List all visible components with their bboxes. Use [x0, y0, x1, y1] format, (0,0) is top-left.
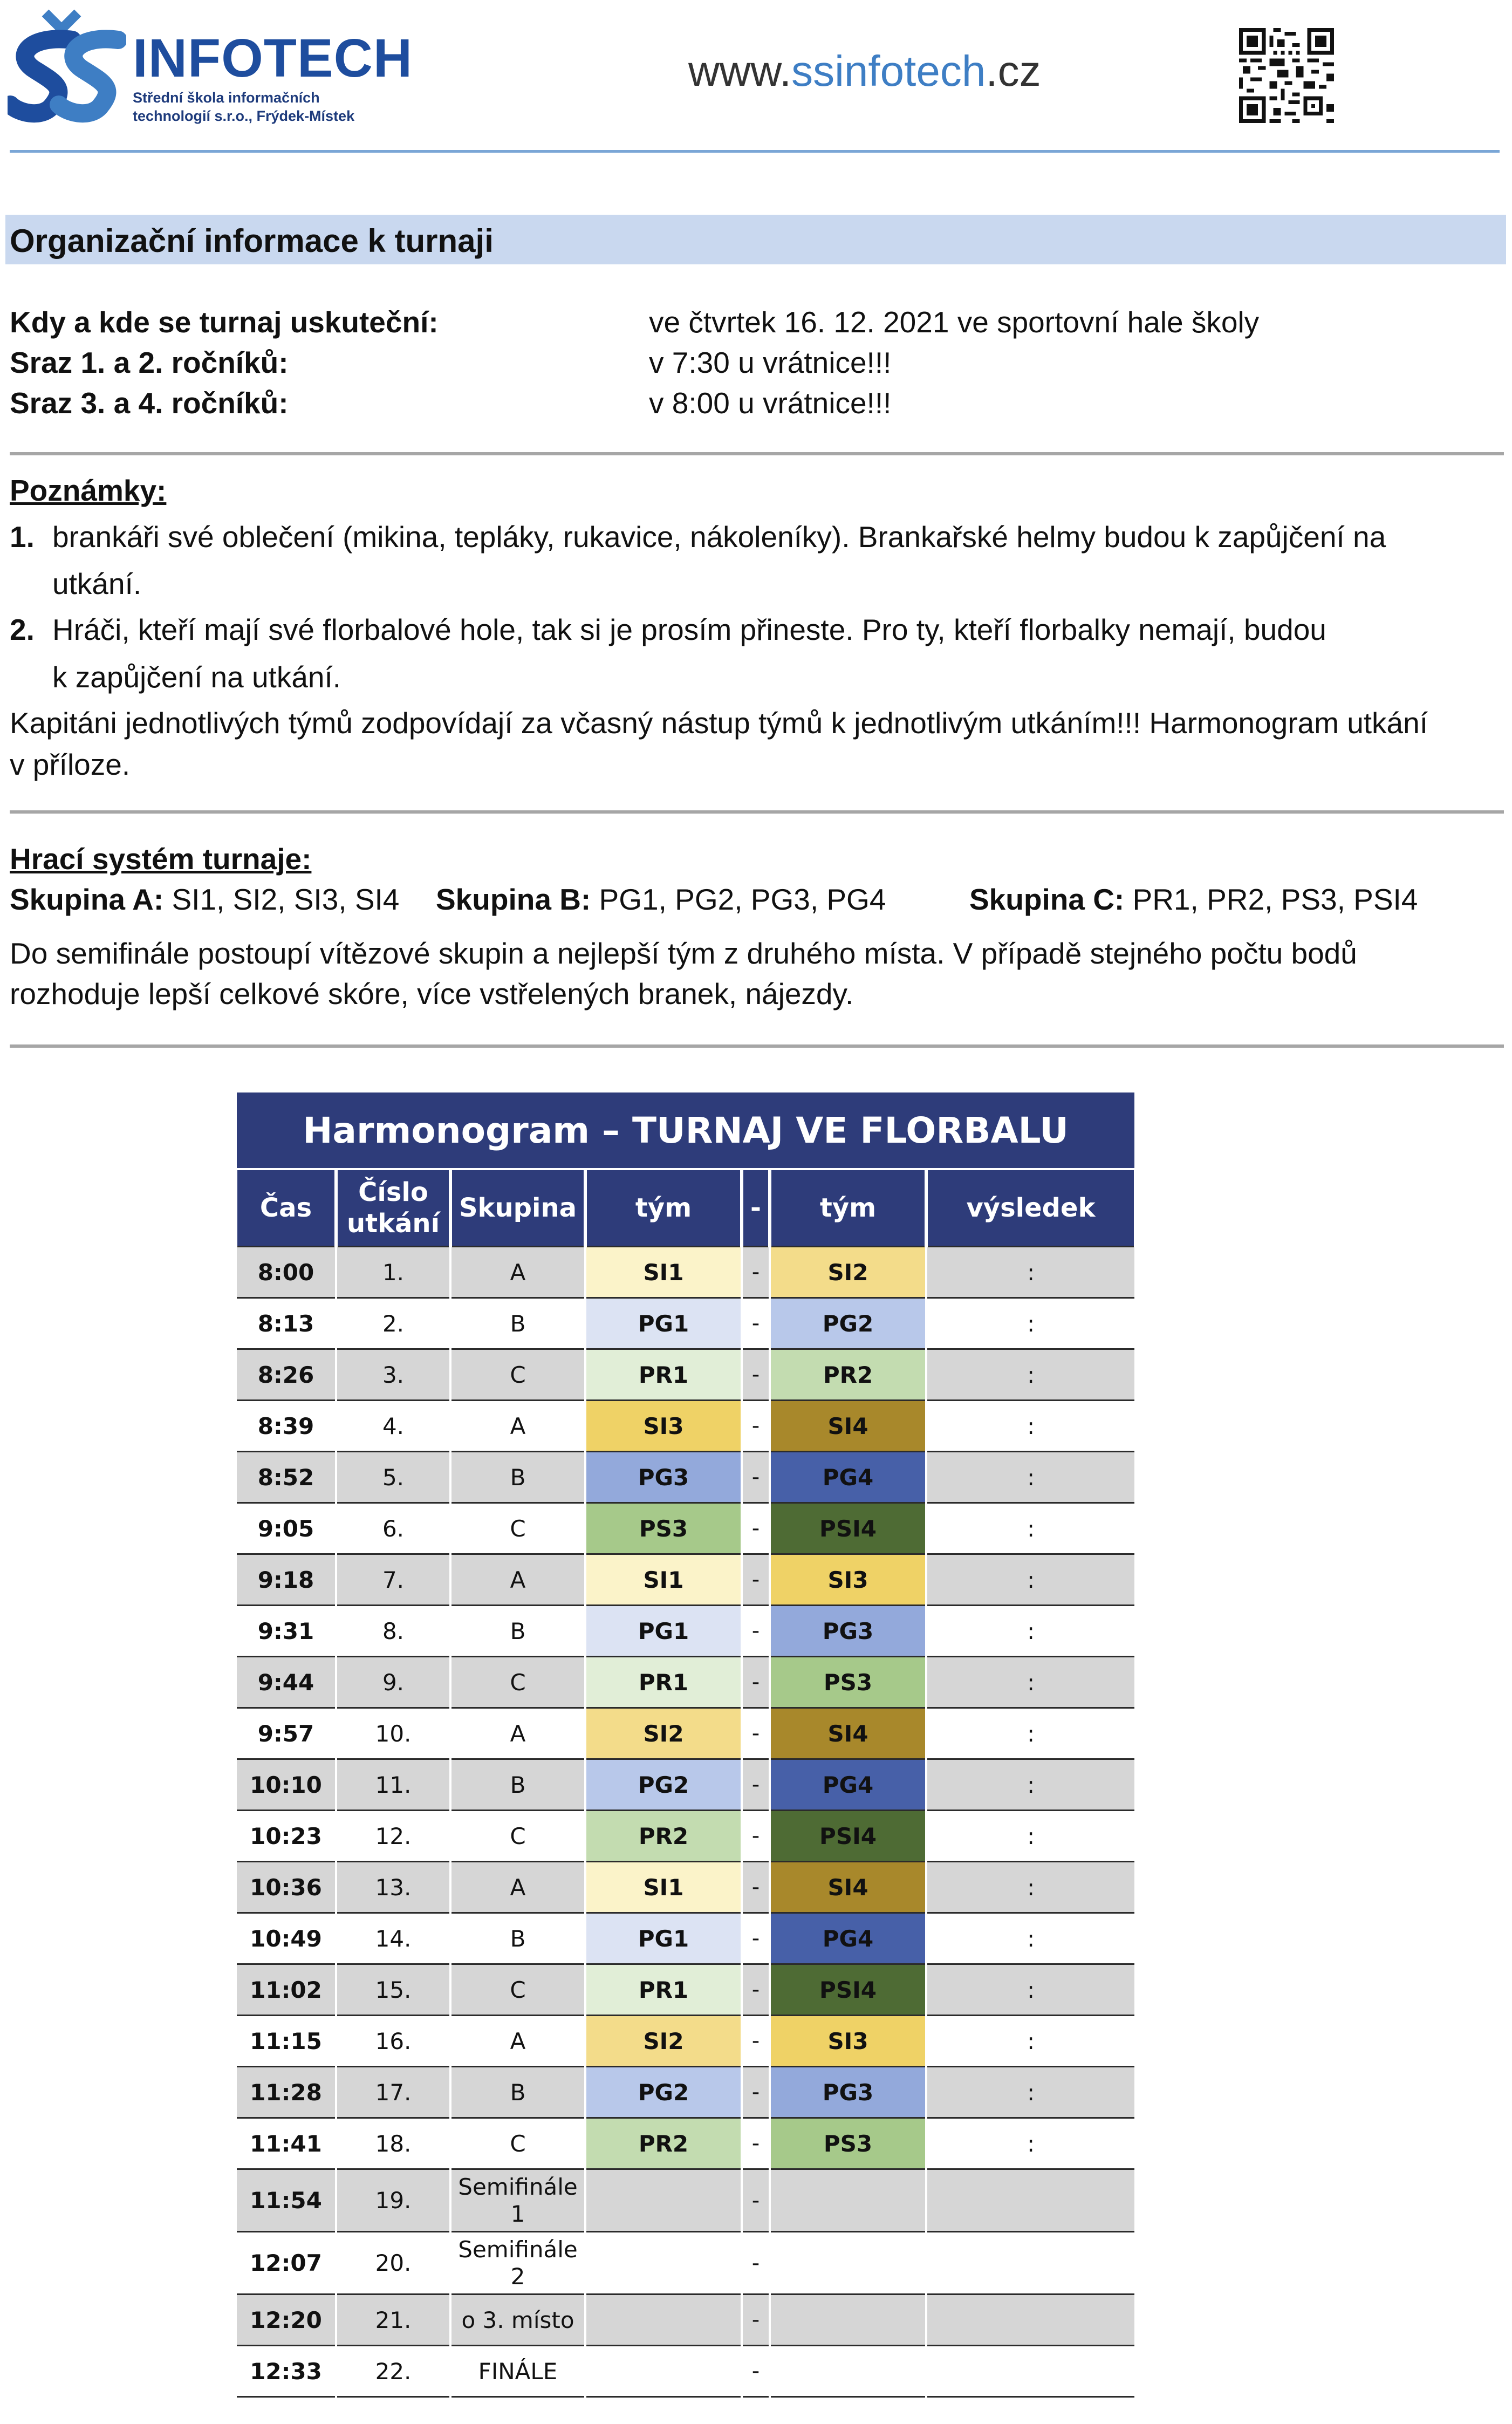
- cell-group: B: [450, 1452, 585, 1503]
- cell-team1: [585, 2232, 742, 2295]
- logo-brand-text: INFOTECH: [133, 28, 413, 88]
- cell-result: [926, 2169, 1135, 2232]
- cell-dash: -: [742, 2346, 770, 2397]
- col-group-header: Skupina: [450, 1169, 585, 1247]
- table-row: [236, 2346, 1135, 2397]
- cell-group: A: [450, 1247, 585, 1298]
- cell-team1: PG1: [585, 1913, 742, 1964]
- cell-team2: PSI4: [770, 1811, 926, 1862]
- cell-time: 8:52: [236, 1452, 336, 1503]
- notes-heading: Poznámky:: [10, 474, 167, 507]
- section-heading: [5, 215, 1506, 264]
- cell-num: 6.: [336, 1503, 450, 1554]
- cell-result: :: [926, 1401, 1135, 1452]
- header-divider: [10, 150, 1500, 153]
- cell-dash: -: [742, 1298, 770, 1349]
- cell-dash: -: [742, 1503, 770, 1554]
- cell-team2: PS3: [770, 1657, 926, 1708]
- website-link[interactable]: [688, 47, 1041, 95]
- cell-group: C: [450, 1811, 585, 1862]
- cell-team1: SI1: [585, 1862, 742, 1913]
- cell-team2: PR2: [770, 1349, 926, 1401]
- cell-team1: PR2: [585, 1811, 742, 1862]
- cell-time: 9:18: [236, 1554, 336, 1606]
- cell-num: 20.: [336, 2232, 450, 2295]
- cell-team2: SI4: [770, 1708, 926, 1759]
- col-result-header: výsledek: [926, 1169, 1135, 1247]
- logo-subtitle-line2: technologií s.r.o., Frýdek-Místek: [133, 108, 355, 124]
- group-c: [969, 885, 1418, 914]
- table-row: [236, 1862, 1135, 1913]
- cell-num: 10.: [336, 1708, 450, 1759]
- cell-dash: -: [742, 1811, 770, 1862]
- school-logo: [8, 8, 413, 126]
- cell-group: C: [450, 1349, 585, 1401]
- table-row: [236, 2016, 1135, 2067]
- cell-num: 13.: [336, 1862, 450, 1913]
- cell-time: 8:00: [236, 1247, 336, 1298]
- cell-team1: PR1: [585, 1657, 742, 1708]
- group-b-teams: PG1, PG2, PG3, PG4: [599, 883, 886, 916]
- table-row: [236, 2118, 1135, 2169]
- cell-dash: -: [742, 2232, 770, 2295]
- meet12-label: Sraz 1. a 2. ročníků:: [10, 346, 289, 379]
- logo-mark-icon: [8, 8, 126, 126]
- group-a: [10, 885, 399, 914]
- cell-group: B: [450, 1759, 585, 1811]
- cell-time: 9:05: [236, 1503, 336, 1554]
- cell-team1: SI2: [585, 2016, 742, 2067]
- cell-team1: PG1: [585, 1606, 742, 1657]
- table-row: [236, 1298, 1135, 1349]
- table-row: [236, 2169, 1135, 2232]
- cell-result: :: [926, 1452, 1135, 1503]
- meet34-label: Sraz 3. a 4. ročníků:: [10, 386, 289, 420]
- cell-group: A: [450, 1862, 585, 1913]
- note2-line2: k zapůjčení na utkání.: [52, 660, 341, 694]
- cell-team2: PG4: [770, 1759, 926, 1811]
- cell-team2: [770, 2232, 926, 2295]
- table-row: [236, 1554, 1135, 1606]
- cell-dash: -: [742, 1759, 770, 1811]
- cell-dash: -: [742, 1708, 770, 1759]
- cell-team1: [585, 2295, 742, 2346]
- note1-line1: brankáři své oblečení (mikina, tepláky, rukavice, nákoleníky). Brankařské helmy budou k zapůjčení na: [52, 520, 1386, 554]
- cell-result: :: [926, 1811, 1135, 1862]
- cell-num: 21.: [336, 2295, 450, 2346]
- cell-team1: PS3: [585, 1503, 742, 1554]
- cell-result: :: [926, 1964, 1135, 2016]
- cell-team2: SI4: [770, 1862, 926, 1913]
- cell-result: :: [926, 1708, 1135, 1759]
- cell-group: A: [450, 2016, 585, 2067]
- cell-team1: PG2: [585, 2067, 742, 2118]
- website-prefix: www.: [688, 47, 792, 95]
- cell-group: B: [450, 2067, 585, 2118]
- group-c-label: Skupina C:: [969, 883, 1125, 916]
- cell-team2: SI4: [770, 1401, 926, 1452]
- cell-team2: PG4: [770, 1452, 926, 1503]
- cell-group: FINÁLE: [450, 2346, 585, 2397]
- cell-dash: -: [742, 1964, 770, 2016]
- page-header: [0, 0, 1512, 156]
- captains-line1: Kapitáni jednotlivých týmů zodpovídají za včasný nástup týmů k jednotlivým utkáním!!! Harmonogram utkání: [10, 706, 1428, 740]
- cell-team1: PG1: [585, 1298, 742, 1349]
- cell-result: [926, 2232, 1135, 2295]
- when-value: ve čtvrtek 16. 12. 2021 ve sportovní hale školy: [649, 305, 1260, 339]
- note1-number: 1.: [10, 520, 35, 554]
- cell-result: :: [926, 1298, 1135, 1349]
- cell-result: :: [926, 1503, 1135, 1554]
- logo-subtitle: [133, 88, 354, 125]
- cell-group: B: [450, 1913, 585, 1964]
- cell-time: 9:31: [236, 1606, 336, 1657]
- table-row: [236, 1452, 1135, 1503]
- logo-subtitle-line1: Střední škola informačních: [133, 90, 320, 106]
- cell-dash: -: [742, 1247, 770, 1298]
- cell-result: :: [926, 1349, 1135, 1401]
- cell-team2: PSI4: [770, 1503, 926, 1554]
- cell-time: 8:26: [236, 1349, 336, 1401]
- cell-time: 8:13: [236, 1298, 336, 1349]
- cell-group: A: [450, 1401, 585, 1452]
- cell-dash: -: [742, 2067, 770, 2118]
- cell-result: :: [926, 1913, 1135, 1964]
- cell-team1: PG2: [585, 1759, 742, 1811]
- cell-num: 3.: [336, 1349, 450, 1401]
- cell-time: 10:49: [236, 1913, 336, 1964]
- divider-1: [10, 452, 1504, 455]
- qr-code-icon: [1239, 28, 1334, 123]
- table-row: [236, 1811, 1135, 1862]
- group-a-label: Skupina A:: [10, 883, 164, 916]
- group-b-label: Skupina B:: [436, 883, 591, 916]
- cell-num: 2.: [336, 1298, 450, 1349]
- cell-team1: PR2: [585, 2118, 742, 2169]
- rules-line1: Do semifinále postoupí vítězové skupin a nejlepší tým z druhého místa. V případě stejného počtu bodů: [10, 937, 1357, 970]
- cell-dash: -: [742, 1401, 770, 1452]
- cell-num: 15.: [336, 1964, 450, 2016]
- cell-team2: [770, 2295, 926, 2346]
- cell-time: 12:07: [236, 2232, 336, 2295]
- cell-team2: PG3: [770, 1606, 926, 1657]
- cell-time: 8:39: [236, 1401, 336, 1452]
- cell-team1: SI3: [585, 1401, 742, 1452]
- cell-group: B: [450, 1298, 585, 1349]
- col-team2-header: tým: [770, 1169, 926, 1247]
- col-dash-header: -: [742, 1169, 770, 1247]
- table-row: [236, 1349, 1135, 1401]
- col-time-header: Čas: [236, 1169, 336, 1247]
- cell-team2: PG2: [770, 1298, 926, 1349]
- cell-dash: -: [742, 1657, 770, 1708]
- table-row: [236, 1964, 1135, 2016]
- section-title: Organizační informace k turnaji: [10, 223, 494, 259]
- cell-group: C: [450, 1657, 585, 1708]
- cell-team2: PS3: [770, 2118, 926, 2169]
- cell-num: 22.: [336, 2346, 450, 2397]
- rules-line2: rozhoduje lepší celkové skóre, více vstřelených branek, nájezdy.: [10, 977, 854, 1010]
- cell-team1: SI1: [585, 1554, 742, 1606]
- cell-team2: [770, 2346, 926, 2397]
- cell-time: 11:15: [236, 2016, 336, 2067]
- cell-dash: -: [742, 1349, 770, 1401]
- cell-time: 12:20: [236, 2295, 336, 2346]
- col-match-number-header: Číslo utkání: [336, 1169, 450, 1247]
- cell-team1: PR1: [585, 1964, 742, 2016]
- cell-group: B: [450, 1606, 585, 1657]
- cell-group: C: [450, 1964, 585, 2016]
- cell-dash: -: [742, 1452, 770, 1503]
- cell-dash: -: [742, 1554, 770, 1606]
- cell-result: :: [926, 2016, 1135, 2067]
- website-accent: ssinfotech: [791, 47, 986, 95]
- schedule-title: Harmonogram – TURNAJ VE FLORBALU: [236, 1091, 1135, 1169]
- cell-result: :: [926, 1759, 1135, 1811]
- cell-dash: -: [742, 1862, 770, 1913]
- cell-time: 9:57: [236, 1708, 336, 1759]
- cell-team1: SI2: [585, 1708, 742, 1759]
- cell-time: 10:23: [236, 1811, 336, 1862]
- table-row: [236, 1606, 1135, 1657]
- col-team1-header: tým: [585, 1169, 742, 1247]
- meet34-value: v 8:00 u vrátnice!!!: [649, 386, 892, 420]
- cell-dash: -: [742, 2016, 770, 2067]
- cell-team2: PG3: [770, 2067, 926, 2118]
- cell-num: 1.: [336, 1247, 450, 1298]
- table-row: [236, 2067, 1135, 2118]
- cell-num: 17.: [336, 2067, 450, 2118]
- cell-time: 12:33: [236, 2346, 336, 2397]
- divider-3: [10, 1044, 1504, 1048]
- cell-team2: PSI4: [770, 1964, 926, 2016]
- cell-group: C: [450, 1503, 585, 1554]
- cell-time: 10:36: [236, 1862, 336, 1913]
- note2-number: 2.: [10, 613, 35, 646]
- cell-dash: -: [742, 2295, 770, 2346]
- table-row: [236, 1657, 1135, 1708]
- cell-num: 9.: [336, 1657, 450, 1708]
- cell-result: :: [926, 2067, 1135, 2118]
- cell-time: 10:10: [236, 1759, 336, 1811]
- group-b: [436, 885, 886, 914]
- cell-num: 8.: [336, 1606, 450, 1657]
- cell-dash: -: [742, 1913, 770, 1964]
- table-row: [236, 1503, 1135, 1554]
- cell-num: 7.: [336, 1554, 450, 1606]
- cell-result: :: [926, 1862, 1135, 1913]
- schedule-table-wrapper: [234, 1090, 1134, 2385]
- cell-time: 11:28: [236, 2067, 336, 2118]
- group-c-teams: PR1, PR2, PS3, PSI4: [1132, 883, 1418, 916]
- cell-num: 5.: [336, 1452, 450, 1503]
- cell-team2: PG4: [770, 1913, 926, 1964]
- cell-num: 12.: [336, 1811, 450, 1862]
- group-a-teams: SI1, SI2, SI3, SI4: [172, 883, 400, 916]
- table-row: [236, 1708, 1135, 1759]
- cell-time: 9:44: [236, 1657, 336, 1708]
- cell-dash: -: [742, 1606, 770, 1657]
- cell-team2: SI3: [770, 2016, 926, 2067]
- cell-team1: [585, 2169, 742, 2232]
- cell-team2: SI3: [770, 1554, 926, 1606]
- table-row: [236, 2232, 1135, 2295]
- cell-team2: SI2: [770, 1247, 926, 1298]
- cell-time: 11:02: [236, 1964, 336, 2016]
- cell-result: [926, 2346, 1135, 2397]
- cell-team1: PR1: [585, 1349, 742, 1401]
- cell-time: 11:54: [236, 2169, 336, 2232]
- schedule-table: [234, 1090, 1137, 2398]
- table-row: [236, 2295, 1135, 2346]
- cell-num: 4.: [336, 1401, 450, 1452]
- cell-group: A: [450, 1708, 585, 1759]
- cell-num: 11.: [336, 1759, 450, 1811]
- cell-num: 14.: [336, 1913, 450, 1964]
- note2-line1: Hráči, kteří mají své florbalové hole, tak si je prosím přineste. Pro ty, kteří florbalky nemají, budou: [52, 613, 1326, 646]
- when-label: Kdy a kde se turnaj uskuteční:: [10, 305, 439, 339]
- schedule-header-row: [236, 1169, 1135, 1247]
- meet12-value: v 7:30 u vrátnice!!!: [649, 346, 892, 379]
- table-row: [236, 1913, 1135, 1964]
- cell-time: 11:41: [236, 2118, 336, 2169]
- cell-result: :: [926, 1657, 1135, 1708]
- cell-group: C: [450, 2118, 585, 2169]
- cell-result: :: [926, 2118, 1135, 2169]
- divider-2: [10, 810, 1504, 814]
- cell-group: A: [450, 1554, 585, 1606]
- cell-team1: [585, 2346, 742, 2397]
- cell-team2: [770, 2169, 926, 2232]
- cell-dash: -: [742, 2169, 770, 2232]
- note1-line2: utkání.: [52, 567, 142, 600]
- cell-result: :: [926, 1606, 1135, 1657]
- cell-result: :: [926, 1247, 1135, 1298]
- cell-team1: PG3: [585, 1452, 742, 1503]
- table-row: [236, 1247, 1135, 1298]
- cell-num: 16.: [336, 2016, 450, 2067]
- cell-group: Semifinále 1: [450, 2169, 585, 2232]
- table-row: [236, 1401, 1135, 1452]
- table-row: [236, 1759, 1135, 1811]
- system-heading: Hrací systém turnaje:: [10, 842, 312, 876]
- cell-num: 18.: [336, 2118, 450, 2169]
- website-suffix: .cz: [986, 47, 1041, 95]
- cell-result: [926, 2295, 1135, 2346]
- schedule-body: [236, 1247, 1135, 2397]
- cell-team1: SI1: [585, 1247, 742, 1298]
- cell-num: 19.: [336, 2169, 450, 2232]
- cell-result: :: [926, 1554, 1135, 1606]
- cell-group: o 3. místo: [450, 2295, 585, 2346]
- cell-group: Semifinále 2: [450, 2232, 585, 2295]
- captains-line2: v příloze.: [10, 748, 131, 781]
- cell-dash: -: [742, 2118, 770, 2169]
